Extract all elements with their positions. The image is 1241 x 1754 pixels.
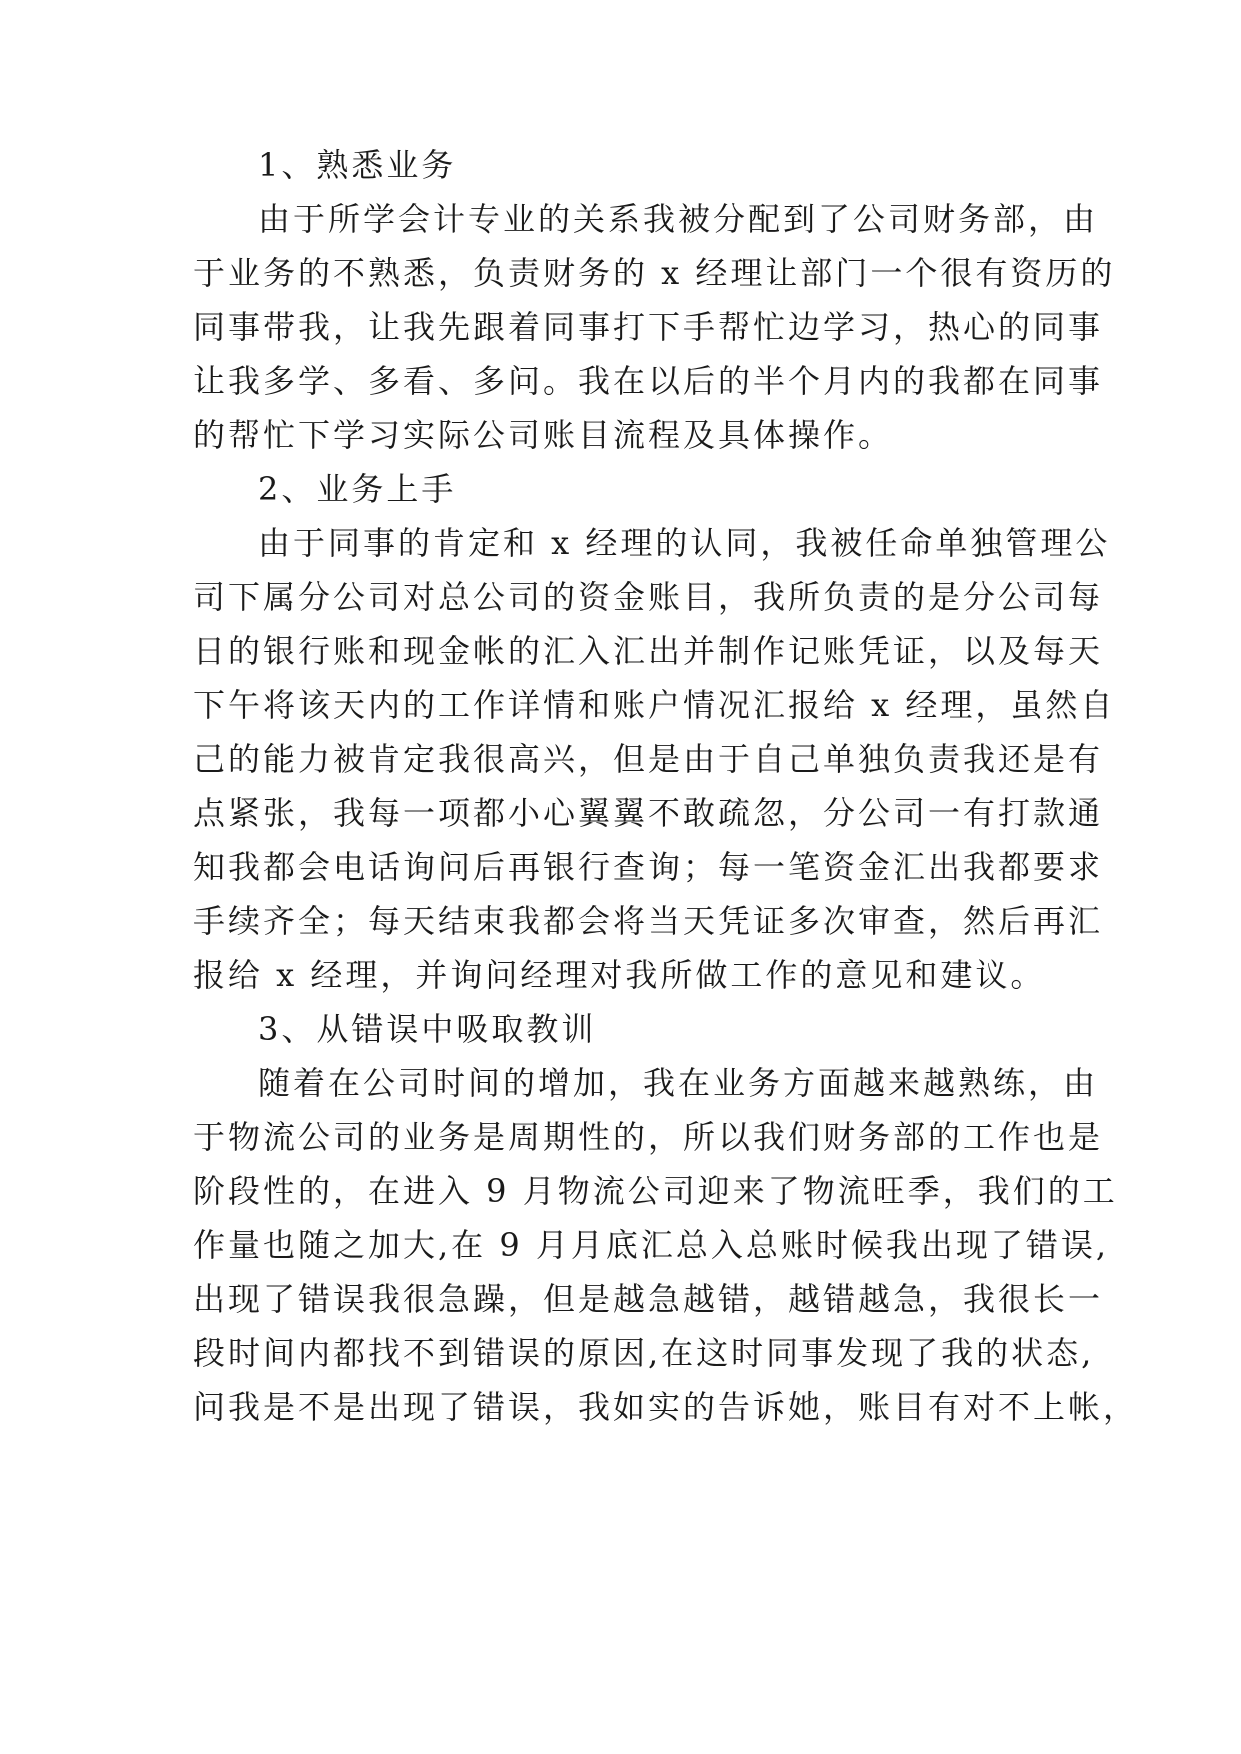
paragraph-line: 同事带我，让我先跟着同事打下手帮忙边学习，热心的同事 bbox=[193, 308, 1104, 346]
paragraph-line: 报给 x 经理，并询问经理对我所做工作的意见和建议。 bbox=[193, 956, 1046, 994]
section-heading-1: 1、熟悉业务 bbox=[258, 146, 457, 184]
section-heading-3: 3、从错误中吸取教训 bbox=[258, 1010, 597, 1048]
section-heading-2: 2、业务上手 bbox=[258, 470, 457, 508]
paragraph-line: 于业务的不熟悉，负责财务的 x 经理让部门一个很有资历的 bbox=[193, 254, 1116, 292]
paragraph-line: 由于同事的肯定和 x 经理的认同，我被任命单独管理公 bbox=[258, 524, 1111, 562]
paragraph-line: 司下属分公司对总公司的资金账目，我所负责的是分公司每 bbox=[193, 578, 1104, 616]
paragraph-line: 由于所学会计专业的关系我被分配到了公司财务部，由 bbox=[258, 200, 1099, 238]
paragraph-line: 下午将该天内的工作详情和账户情况汇报给 x 经理，虽然自 bbox=[193, 686, 1116, 724]
paragraph-line: 手续齐全；每天结束我都会将当天凭证多次审查，然后再汇 bbox=[193, 902, 1104, 940]
paragraph-line: 让我多学、多看、多问。我在以后的半个月内的我都在同事 bbox=[193, 362, 1104, 400]
paragraph-line: 段时间内都找不到错误的原因,在这时同事发现了我的状态, bbox=[193, 1334, 1095, 1372]
paragraph-line: 问我是不是出现了错误，我如实的告诉她，账目有对不上帐， bbox=[193, 1388, 1139, 1426]
paragraph-line: 阶段性的，在进入 9 月物流公司迎来了物流旺季，我们的工 bbox=[193, 1172, 1118, 1210]
paragraph-line: 日的银行账和现金帐的汇入汇出并制作记账凭证，以及每天 bbox=[193, 632, 1104, 670]
paragraph-line: 随着在公司时间的增加，我在业务方面越来越熟练，由 bbox=[258, 1064, 1099, 1102]
paragraph-line: 己的能力被肯定我很高兴，但是由于自己单独负责我还是有 bbox=[193, 740, 1104, 778]
paragraph-line: 作量也随之加大,在 9 月月底汇总入总账时候我出现了错误, bbox=[193, 1226, 1110, 1264]
paragraph-line: 的帮忙下学习实际公司账目流程及具体操作。 bbox=[193, 416, 894, 454]
paragraph-line: 点紧张，我每一项都小心翼翼不敢疏忽，分公司一有打款通 bbox=[193, 794, 1104, 832]
paragraph-line: 于物流公司的业务是周期性的，所以我们财务部的工作也是 bbox=[193, 1118, 1104, 1156]
paragraph-line: 知我都会电话询问后再银行查询；每一笔资金汇出我都要求 bbox=[193, 848, 1104, 886]
paragraph-line: 出现了错误我很急躁，但是越急越错，越错越急，我很长一 bbox=[193, 1280, 1104, 1318]
